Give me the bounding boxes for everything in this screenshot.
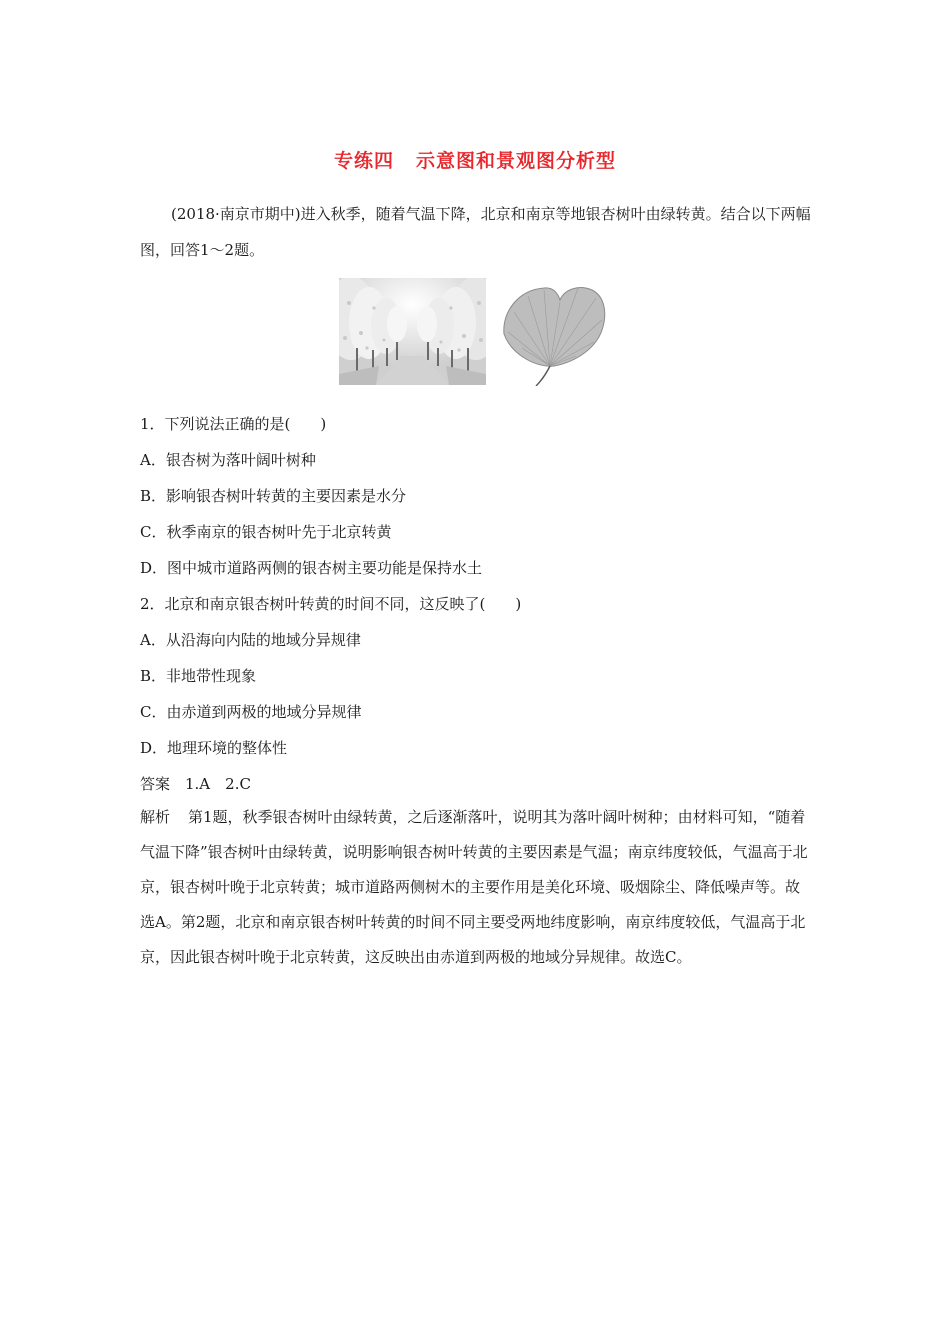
analysis-label: 解析 xyxy=(140,808,171,826)
question-1-option-c: C．秋季南京的银杏树叶先于北京转黄 xyxy=(140,523,392,541)
question-2-option-d: D．地理环境的整体性 xyxy=(140,739,288,757)
ginkgo-leaf-illustration xyxy=(498,282,610,386)
question-2-option-b: B．非地带性现象 xyxy=(140,667,257,685)
ginkgo-avenue-photo xyxy=(339,278,486,385)
analysis-text: 第1题，秋季银杏树叶由绿转黄，之后逐渐落叶，说明其为落叶阔叶树种；由材料可知，“随着气温下降”银杏树叶由绿转黄，说明影响银杏树叶转黄的主要因素是气温；南京纬度较低，气温高于北京，银杏树叶晚于北京转黄；城市道路两侧树木的主要作用是美化环境、吸烟除尘、降低噪声等。故选A。第2题，北京和南京银杏树叶转黄的时间不同主要受两地纬度影响，南京纬度较低，气温高于北京，因此银杏树叶晚于北京转黄，这反映出由赤道到两极的地域分异规律。故选C。 xyxy=(140,808,808,966)
title-topic: 示意图和景观图分析型 xyxy=(416,150,617,172)
page-title xyxy=(0,146,950,173)
question-2-stem: 2．北京和南京银杏树叶转黄的时间不同，这反映了( ) xyxy=(140,595,522,613)
question-1-option-b: B．影响银杏树叶转黄的主要因素是水分 xyxy=(140,487,407,505)
title-series: 专练四 xyxy=(333,150,394,172)
analysis-paragraph xyxy=(140,800,812,975)
intro-paragraph: (2018·南京市期中)进入秋季，随着气温下降，北京和南京等地银杏树叶由绿转黄。结合以下两幅图，回答1～2题。 xyxy=(140,205,811,259)
question-1-option-d: D．图中城市道路两侧的银杏树主要功能是保持水土 xyxy=(140,559,483,577)
question-2-option-c: C．由赤道到两极的地域分异规律 xyxy=(140,703,362,721)
question-1-stem: 1．下列说法正确的是( ) xyxy=(140,415,327,433)
figure-row xyxy=(0,278,950,388)
question-1-option-a: A．银杏树为落叶阔叶树种 xyxy=(140,451,316,469)
question-2-option-a: A．从沿海向内陆的地域分异规律 xyxy=(140,631,361,649)
answer-line: 答案 1.A 2.C xyxy=(140,775,251,793)
